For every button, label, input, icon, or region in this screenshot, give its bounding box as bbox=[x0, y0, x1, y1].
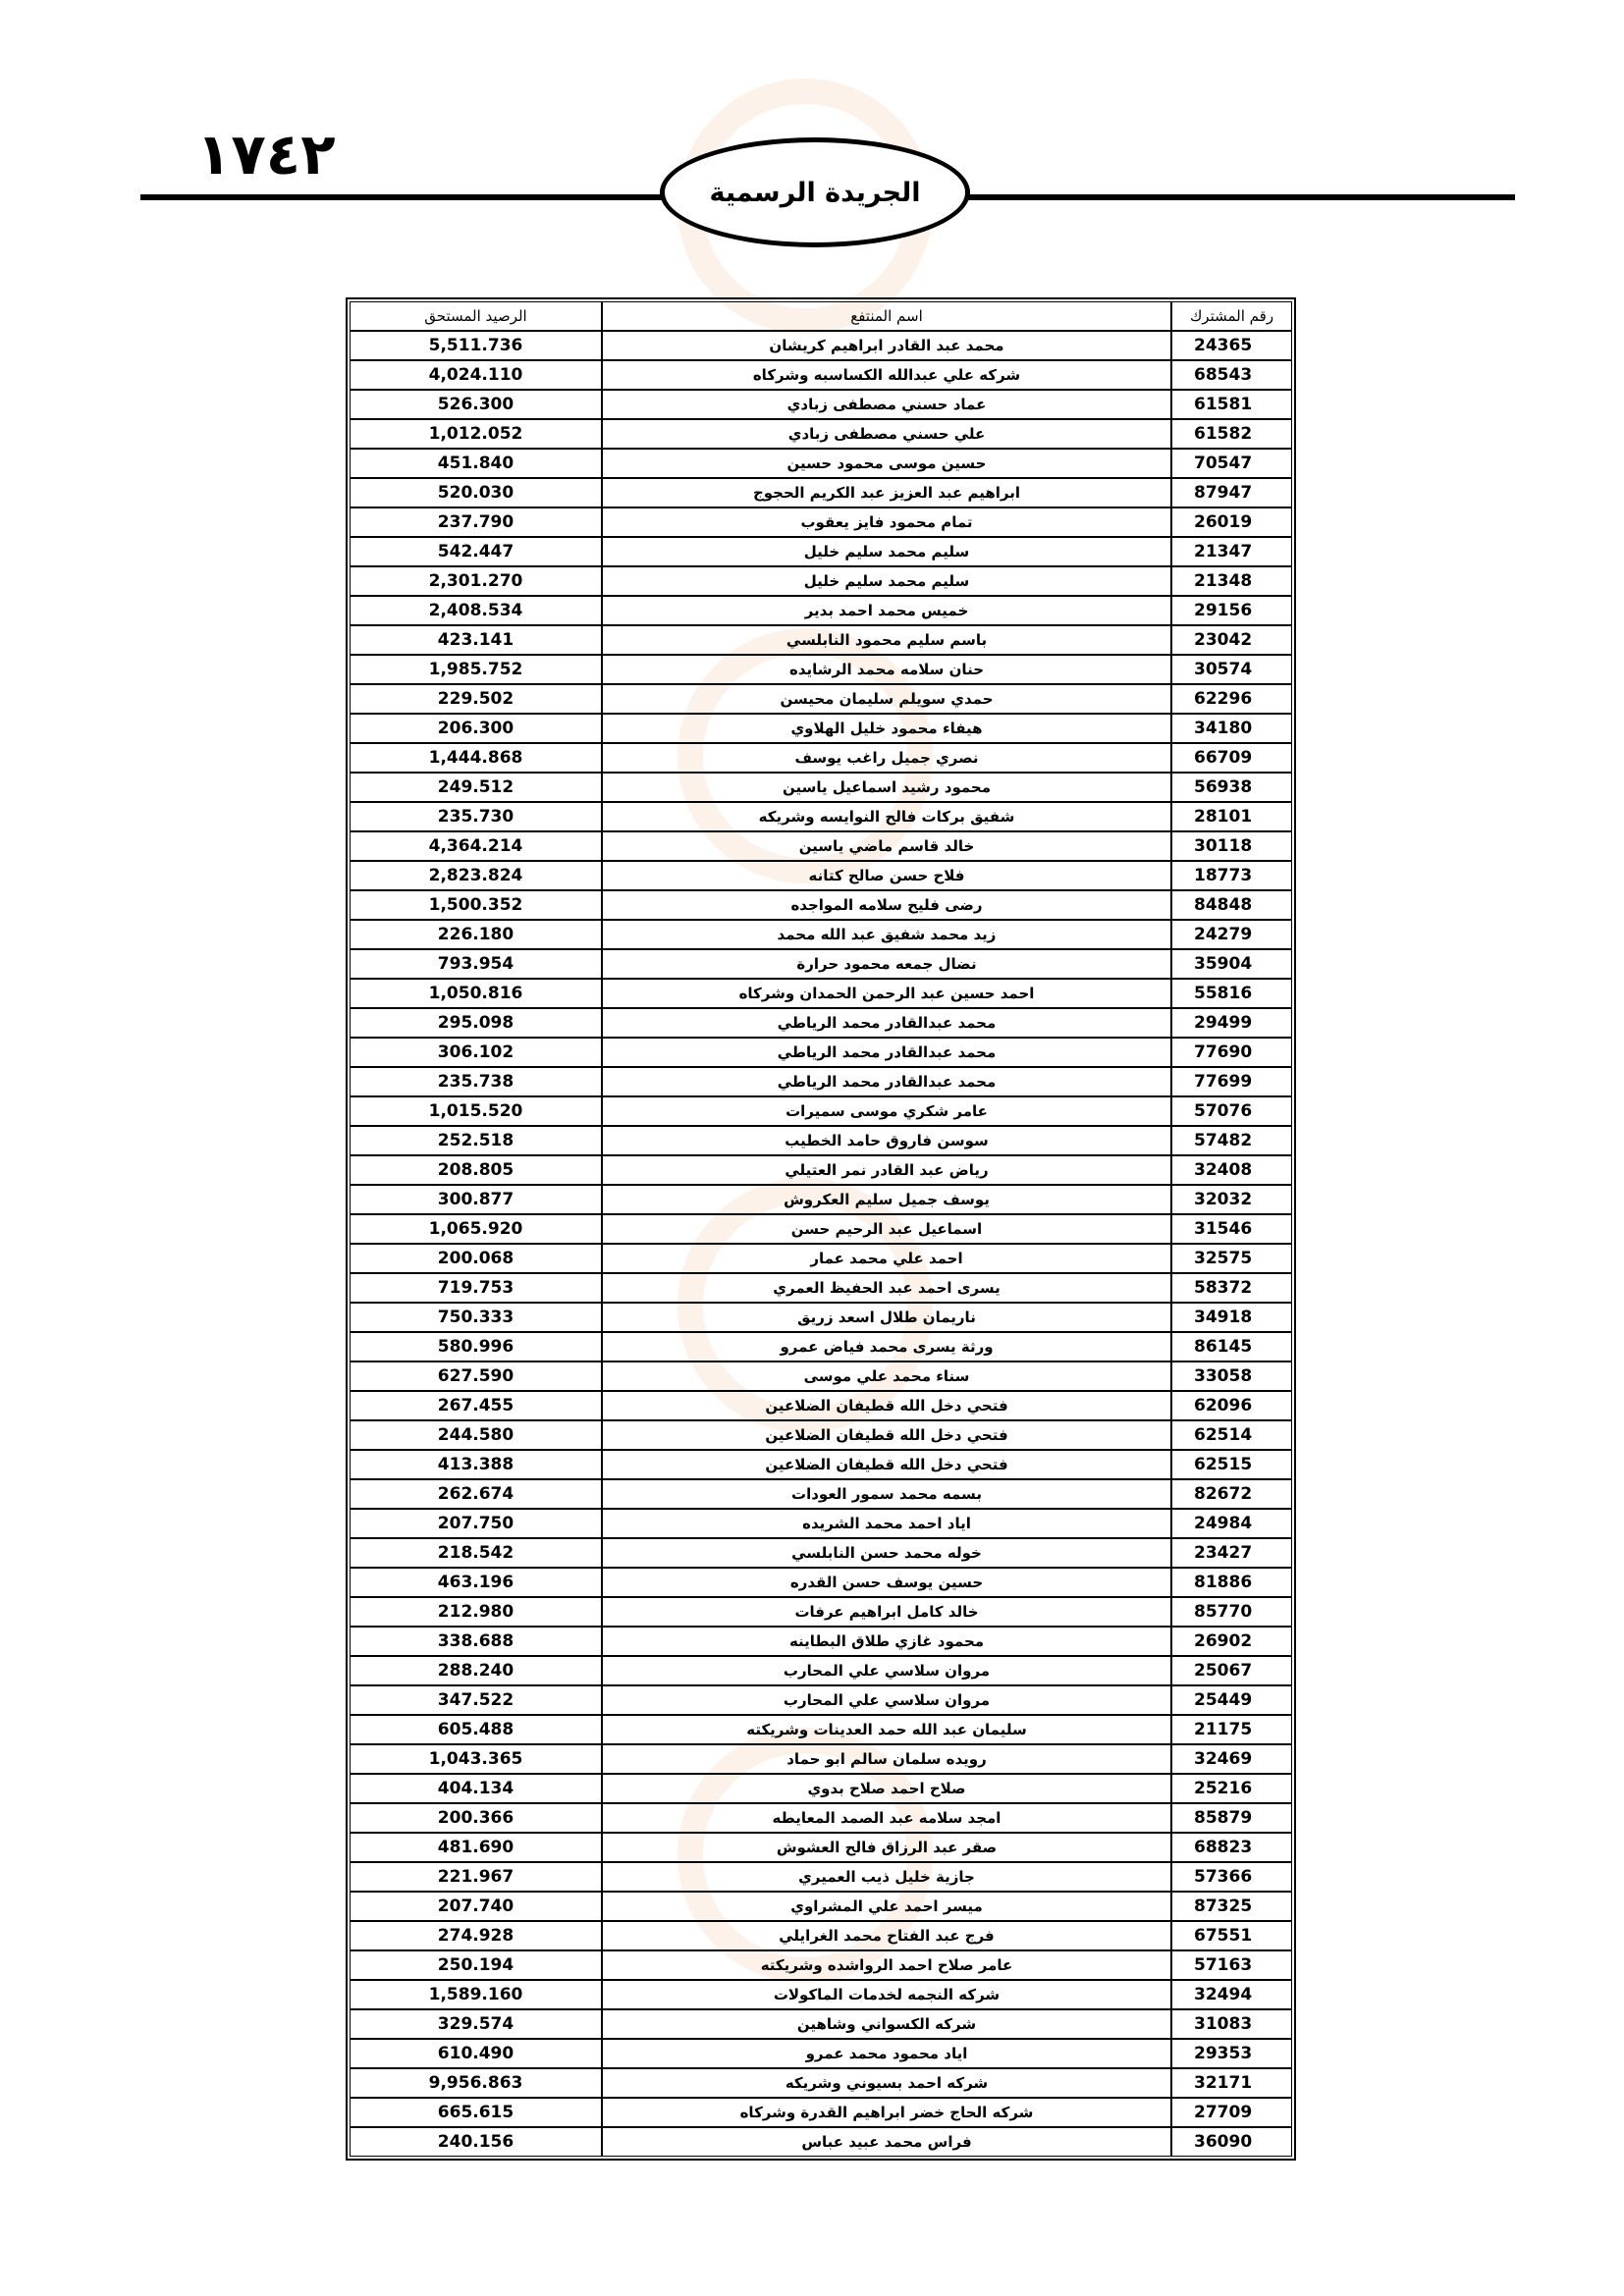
table-row bbox=[350, 979, 1292, 1008]
table-row bbox=[350, 1391, 1292, 1420]
table-row bbox=[350, 1685, 1292, 1715]
balance-cell: 1,589.160 bbox=[350, 1980, 602, 2009]
table-row bbox=[350, 360, 1292, 390]
balance-cell: 200.366 bbox=[350, 1803, 602, 1833]
table-row bbox=[350, 1862, 1292, 1892]
name-cell: حسين موسى محمود حسين bbox=[602, 449, 1171, 478]
subscriber-id-cell: 25067 bbox=[1171, 1656, 1292, 1685]
balance-cell: 793.954 bbox=[350, 949, 602, 979]
balance-cell: 300.877 bbox=[350, 1185, 602, 1214]
table-row bbox=[350, 1892, 1292, 1921]
table-row bbox=[350, 1155, 1292, 1185]
name-cell: سوسن فاروق حامد الخطيب bbox=[602, 1126, 1171, 1155]
subscriber-id-cell: 25449 bbox=[1171, 1685, 1292, 1715]
name-cell: شفيق بركات فالح النوايسه وشريكه bbox=[602, 802, 1171, 831]
table-row bbox=[350, 1038, 1292, 1067]
balance-cell: 347.522 bbox=[350, 1685, 602, 1715]
name-cell: ورثة يسرى محمد فياض عمرو bbox=[602, 1332, 1171, 1362]
name-cell: محمود رشيد اسماعيل ياسين bbox=[602, 773, 1171, 802]
name-cell: فرج عبد الفتاح محمد الغرايلي bbox=[602, 1921, 1171, 1950]
table-row bbox=[350, 1568, 1292, 1597]
balance-cell: 481.690 bbox=[350, 1833, 602, 1862]
header-oval bbox=[660, 137, 970, 247]
name-cell: مروان سلاسي علي المحارب bbox=[602, 1656, 1171, 1685]
balance-cell: 1,012.052 bbox=[350, 419, 602, 449]
balance-cell: 2,301.270 bbox=[350, 566, 602, 596]
balance-cell: 423.141 bbox=[350, 625, 602, 655]
table-row bbox=[350, 1744, 1292, 1774]
table-row bbox=[350, 743, 1292, 773]
subscriber-id-cell: 87947 bbox=[1171, 478, 1292, 507]
subscribers-table bbox=[346, 297, 1296, 2161]
name-cell: ميسر احمد علي المشراوي bbox=[602, 1892, 1171, 1921]
subscriber-id-cell: 23042 bbox=[1171, 625, 1292, 655]
subscriber-id-cell: 55816 bbox=[1171, 979, 1292, 1008]
balance-cell: 338.688 bbox=[350, 1627, 602, 1656]
subscriber-id-cell: 21348 bbox=[1171, 566, 1292, 596]
subscriber-id-cell: 85770 bbox=[1171, 1597, 1292, 1627]
subscriber-id-cell: 32469 bbox=[1171, 1744, 1292, 1774]
name-cell: ابراهيم عبد العزيز عبد الكريم الحجوج bbox=[602, 478, 1171, 507]
name-cell: رويده سلمان سالم ابو حماد bbox=[602, 1744, 1171, 1774]
subscriber-id-cell: 31546 bbox=[1171, 1214, 1292, 1244]
table-row bbox=[350, 1656, 1292, 1685]
subscriber-id-cell: 57482 bbox=[1171, 1126, 1292, 1155]
subscriber-id-cell: 61581 bbox=[1171, 390, 1292, 419]
table-row bbox=[350, 773, 1292, 802]
subscriber-id-cell: 70547 bbox=[1171, 449, 1292, 478]
subscriber-id-cell: 24984 bbox=[1171, 1509, 1292, 1538]
table-row bbox=[350, 1362, 1292, 1391]
subscriber-id-cell: 26019 bbox=[1171, 507, 1292, 537]
table-row bbox=[350, 1067, 1292, 1096]
table-row bbox=[350, 714, 1292, 743]
table-row bbox=[350, 1774, 1292, 1803]
subscriber-id-cell: 32032 bbox=[1171, 1185, 1292, 1214]
table-row bbox=[350, 861, 1292, 890]
table-row bbox=[350, 831, 1292, 861]
name-cell: باسم سليم محمود النابلسي bbox=[602, 625, 1171, 655]
name-cell: سليم محمد سليم خليل bbox=[602, 566, 1171, 596]
name-cell: فلاح حسن صالح كتانه bbox=[602, 861, 1171, 890]
name-cell: محمود غازي طلاق البطاينه bbox=[602, 1627, 1171, 1656]
balance-cell: 1,985.752 bbox=[350, 655, 602, 684]
balance-cell: 750.333 bbox=[350, 1303, 602, 1332]
balance-cell: 288.240 bbox=[350, 1656, 602, 1685]
name-cell: اسماعيل عبد الرحيم حسن bbox=[602, 1214, 1171, 1244]
table-row bbox=[350, 1008, 1292, 1038]
subscriber-id-cell: 27709 bbox=[1171, 2098, 1292, 2127]
name-cell: سليمان عبد الله حمد العدينات وشريكته bbox=[602, 1715, 1171, 1744]
table-row bbox=[350, 1214, 1292, 1244]
subscriber-id-cell: 82672 bbox=[1171, 1479, 1292, 1509]
table-row bbox=[350, 1950, 1292, 1980]
table-row bbox=[350, 1921, 1292, 1950]
subscriber-id-cell: 85879 bbox=[1171, 1803, 1292, 1833]
subscriber-id-cell: 32575 bbox=[1171, 1244, 1292, 1273]
name-cell: خميس محمد احمد بدير bbox=[602, 596, 1171, 625]
balance-cell: 1,050.816 bbox=[350, 979, 602, 1008]
name-cell: شركه الحاج خضر ابراهيم القدرة وشركاه bbox=[602, 2098, 1171, 2127]
subscriber-id-cell: 30118 bbox=[1171, 831, 1292, 861]
balance-cell: 665.615 bbox=[350, 2098, 602, 2127]
column-header-id: رقم المشترك bbox=[1171, 301, 1292, 331]
gazette-title: الجريدة الرسمية bbox=[709, 177, 921, 208]
subscriber-id-cell: 62096 bbox=[1171, 1391, 1292, 1420]
balance-cell: 235.730 bbox=[350, 802, 602, 831]
subscriber-id-cell: 25216 bbox=[1171, 1774, 1292, 1803]
table-row bbox=[350, 1332, 1292, 1362]
ledger-table bbox=[350, 301, 1292, 2157]
name-cell: عامر صلاح احمد الرواشده وشريكته bbox=[602, 1950, 1171, 1980]
name-cell: رضى فليح سلامه المواجده bbox=[602, 890, 1171, 920]
balance-cell: 250.194 bbox=[350, 1950, 602, 1980]
balance-cell: 451.840 bbox=[350, 449, 602, 478]
balance-cell: 2,823.824 bbox=[350, 861, 602, 890]
table-row bbox=[350, 1185, 1292, 1214]
subscriber-id-cell: 86145 bbox=[1171, 1332, 1292, 1362]
table-row bbox=[350, 566, 1292, 596]
name-cell: خوله محمد حسن النابلسي bbox=[602, 1538, 1171, 1568]
balance-cell: 200.068 bbox=[350, 1244, 602, 1273]
subscriber-id-cell: 81886 bbox=[1171, 1568, 1292, 1597]
table-row bbox=[350, 890, 1292, 920]
name-cell: ناريمان طلال اسعد زريق bbox=[602, 1303, 1171, 1332]
balance-cell: 4,024.110 bbox=[350, 360, 602, 390]
subscriber-id-cell: 66709 bbox=[1171, 743, 1292, 773]
name-cell: محمد عبدالقادر محمد الرياطي bbox=[602, 1067, 1171, 1096]
table-header-row bbox=[350, 301, 1292, 331]
subscriber-id-cell: 68823 bbox=[1171, 1833, 1292, 1862]
subscriber-id-cell: 68543 bbox=[1171, 360, 1292, 390]
subscriber-id-cell: 21175 bbox=[1171, 1715, 1292, 1744]
name-cell: عماد حسني مصطفى زبادي bbox=[602, 390, 1171, 419]
balance-cell: 249.512 bbox=[350, 773, 602, 802]
table-row bbox=[350, 449, 1292, 478]
subscriber-id-cell: 57163 bbox=[1171, 1950, 1292, 1980]
balance-cell: 274.928 bbox=[350, 1921, 602, 1950]
name-cell: بسمه محمد سمور العودات bbox=[602, 1479, 1171, 1509]
name-cell: زيد محمد شفيق عبد الله محمد bbox=[602, 920, 1171, 949]
table-row bbox=[350, 478, 1292, 507]
table-row bbox=[350, 596, 1292, 625]
name-cell: خالد قاسم ماضي ياسين bbox=[602, 831, 1171, 861]
table-row bbox=[350, 1420, 1292, 1450]
subscriber-id-cell: 21347 bbox=[1171, 537, 1292, 566]
balance-cell: 580.996 bbox=[350, 1332, 602, 1362]
balance-cell: 207.750 bbox=[350, 1509, 602, 1538]
name-cell: فتحي دخل الله قطيفان الضلاعين bbox=[602, 1391, 1171, 1420]
balance-cell: 2,408.534 bbox=[350, 596, 602, 625]
balance-cell: 208.805 bbox=[350, 1155, 602, 1185]
table-row bbox=[350, 2009, 1292, 2039]
subscriber-id-cell: 34918 bbox=[1171, 1303, 1292, 1332]
table-row bbox=[350, 684, 1292, 714]
name-cell: سناء محمد علي موسى bbox=[602, 1362, 1171, 1391]
subscriber-id-cell: 77699 bbox=[1171, 1067, 1292, 1096]
name-cell: امجد سلامه عبد الصمد المعايطه bbox=[602, 1803, 1171, 1833]
name-cell: رياض عبد القادر نمر العتيلي bbox=[602, 1155, 1171, 1185]
subscriber-id-cell: 30574 bbox=[1171, 655, 1292, 684]
balance-cell: 404.134 bbox=[350, 1774, 602, 1803]
balance-cell: 226.180 bbox=[350, 920, 602, 949]
name-cell: شركه احمد بسيوني وشريكه bbox=[602, 2068, 1171, 2098]
table-row bbox=[350, 1479, 1292, 1509]
balance-cell: 235.738 bbox=[350, 1067, 602, 1096]
table-row bbox=[350, 1244, 1292, 1273]
balance-cell: 252.518 bbox=[350, 1126, 602, 1155]
balance-cell: 262.674 bbox=[350, 1479, 602, 1509]
subscriber-id-cell: 34180 bbox=[1171, 714, 1292, 743]
table-row bbox=[350, 2127, 1292, 2157]
balance-cell: 240.156 bbox=[350, 2127, 602, 2157]
table-row bbox=[350, 1538, 1292, 1568]
table-row bbox=[350, 1450, 1292, 1479]
subscriber-id-cell: 84848 bbox=[1171, 890, 1292, 920]
subscriber-id-cell: 24365 bbox=[1171, 331, 1292, 360]
name-cell: نصري جميل راغب يوسف bbox=[602, 743, 1171, 773]
table-row bbox=[350, 1509, 1292, 1538]
balance-cell: 1,065.920 bbox=[350, 1214, 602, 1244]
subscriber-id-cell: 26902 bbox=[1171, 1627, 1292, 1656]
name-cell: حنان سلامه محمد الرشايده bbox=[602, 655, 1171, 684]
name-cell: حمدي سويلم سليمان محيسن bbox=[602, 684, 1171, 714]
balance-cell: 306.102 bbox=[350, 1038, 602, 1067]
subscriber-id-cell: 29156 bbox=[1171, 596, 1292, 625]
table-row bbox=[350, 1273, 1292, 1303]
balance-cell: 605.488 bbox=[350, 1715, 602, 1744]
table-row bbox=[350, 390, 1292, 419]
balance-cell: 1,500.352 bbox=[350, 890, 602, 920]
balance-cell: 9,956.863 bbox=[350, 2068, 602, 2098]
name-cell: محمد عبدالقادر محمد الرياطي bbox=[602, 1008, 1171, 1038]
balance-cell: 526.300 bbox=[350, 390, 602, 419]
balance-cell: 463.196 bbox=[350, 1568, 602, 1597]
balance-cell: 295.098 bbox=[350, 1008, 602, 1038]
subscriber-id-cell: 62514 bbox=[1171, 1420, 1292, 1450]
name-cell: احمد علي محمد عمار bbox=[602, 1244, 1171, 1273]
balance-cell: 1,444.868 bbox=[350, 743, 602, 773]
balance-cell: 542.447 bbox=[350, 537, 602, 566]
subscriber-id-cell: 77690 bbox=[1171, 1038, 1292, 1067]
table-row bbox=[350, 802, 1292, 831]
balance-cell: 520.030 bbox=[350, 478, 602, 507]
balance-cell: 5,511.736 bbox=[350, 331, 602, 360]
name-cell: مروان سلاسي علي المحارب bbox=[602, 1685, 1171, 1715]
name-cell: صلاح احمد صلاح بدوي bbox=[602, 1774, 1171, 1803]
name-cell: هيفاء محمود خليل الهلاوي bbox=[602, 714, 1171, 743]
subscriber-id-cell: 62296 bbox=[1171, 684, 1292, 714]
name-cell: شركه الكسواني وشاهين bbox=[602, 2009, 1171, 2039]
table-row bbox=[350, 949, 1292, 979]
table-row bbox=[350, 1096, 1292, 1126]
name-cell: يسرى احمد عبد الحفيظ العمري bbox=[602, 1273, 1171, 1303]
subscriber-id-cell: 29353 bbox=[1171, 2039, 1292, 2068]
name-cell: نضال جمعه محمود حرارة bbox=[602, 949, 1171, 979]
balance-cell: 1,015.520 bbox=[350, 1096, 602, 1126]
table-row bbox=[350, 419, 1292, 449]
subscriber-id-cell: 23427 bbox=[1171, 1538, 1292, 1568]
balance-cell: 610.490 bbox=[350, 2039, 602, 2068]
subscriber-id-cell: 57076 bbox=[1171, 1096, 1292, 1126]
subscriber-id-cell: 57366 bbox=[1171, 1862, 1292, 1892]
subscriber-id-cell: 61582 bbox=[1171, 419, 1292, 449]
name-cell: خالد كامل ابراهيم عرفات bbox=[602, 1597, 1171, 1627]
table-row bbox=[350, 331, 1292, 360]
name-cell: صقر عبد الرزاق فالح العشوش bbox=[602, 1833, 1171, 1862]
subscriber-id-cell: 31083 bbox=[1171, 2009, 1292, 2039]
table-row bbox=[350, 1833, 1292, 1862]
name-cell: محمد عبدالقادر محمد الرياطي bbox=[602, 1038, 1171, 1067]
subscriber-id-cell: 18773 bbox=[1171, 861, 1292, 890]
name-cell: تمام محمود فايز يعقوب bbox=[602, 507, 1171, 537]
table-row bbox=[350, 920, 1292, 949]
table-row bbox=[350, 507, 1292, 537]
balance-cell: 267.455 bbox=[350, 1391, 602, 1420]
balance-cell: 221.967 bbox=[350, 1862, 602, 1892]
table-row bbox=[350, 2039, 1292, 2068]
name-cell: اياد احمد محمد الشريده bbox=[602, 1509, 1171, 1538]
name-cell: حسين يوسف حسن القدره bbox=[602, 1568, 1171, 1597]
subscriber-id-cell: 32171 bbox=[1171, 2068, 1292, 2098]
table-row bbox=[350, 1803, 1292, 1833]
name-cell: شركه النجمه لخدمات الماكولات bbox=[602, 1980, 1171, 2009]
balance-cell: 244.580 bbox=[350, 1420, 602, 1450]
name-cell: عامر شكري موسى سميرات bbox=[602, 1096, 1171, 1126]
subscriber-id-cell: 62515 bbox=[1171, 1450, 1292, 1479]
balance-cell: 207.740 bbox=[350, 1892, 602, 1921]
name-cell: فتحي دخل الله قطيفان الضلاعين bbox=[602, 1450, 1171, 1479]
balance-cell: 627.590 bbox=[350, 1362, 602, 1391]
balance-cell: 719.753 bbox=[350, 1273, 602, 1303]
page-number: ١٧٤٢ bbox=[196, 121, 336, 187]
subscriber-id-cell: 28101 bbox=[1171, 802, 1292, 831]
name-cell: شركه علي عبدالله الكساسبه وشركاه bbox=[602, 360, 1171, 390]
name-cell: محمد عبد القادر ابراهيم كريشان bbox=[602, 331, 1171, 360]
subscriber-id-cell: 36090 bbox=[1171, 2127, 1292, 2157]
name-cell: سليم محمد سليم خليل bbox=[602, 537, 1171, 566]
subscriber-id-cell: 33058 bbox=[1171, 1362, 1292, 1391]
balance-cell: 206.300 bbox=[350, 714, 602, 743]
name-cell: جازية خليل ذيب العميري bbox=[602, 1862, 1171, 1892]
table-row bbox=[350, 1980, 1292, 2009]
subscriber-id-cell: 87325 bbox=[1171, 1892, 1292, 1921]
subscriber-id-cell: 32408 bbox=[1171, 1155, 1292, 1185]
table-row bbox=[350, 1627, 1292, 1656]
balance-cell: 237.790 bbox=[350, 507, 602, 537]
balance-cell: 329.574 bbox=[350, 2009, 602, 2039]
table-row bbox=[350, 1126, 1292, 1155]
balance-cell: 229.502 bbox=[350, 684, 602, 714]
balance-cell: 212.980 bbox=[350, 1597, 602, 1627]
table-row bbox=[350, 655, 1292, 684]
name-cell: فراس محمد عبيد عباس bbox=[602, 2127, 1171, 2157]
balance-cell: 413.388 bbox=[350, 1450, 602, 1479]
balance-cell: 1,043.365 bbox=[350, 1744, 602, 1774]
name-cell: علي حسني مصطفى زبادي bbox=[602, 419, 1171, 449]
subscriber-id-cell: 29499 bbox=[1171, 1008, 1292, 1038]
subscriber-id-cell: 58372 bbox=[1171, 1273, 1292, 1303]
table-row bbox=[350, 1303, 1292, 1332]
subscriber-id-cell: 56938 bbox=[1171, 773, 1292, 802]
subscriber-id-cell: 32494 bbox=[1171, 1980, 1292, 2009]
column-header-balance: الرصيد المستحق bbox=[350, 301, 602, 331]
table-row bbox=[350, 625, 1292, 655]
balance-cell: 4,364.214 bbox=[350, 831, 602, 861]
subscriber-id-cell: 35904 bbox=[1171, 949, 1292, 979]
table-row bbox=[350, 1597, 1292, 1627]
column-header-name: اسم المنتفع bbox=[602, 301, 1171, 331]
name-cell: احمد حسين عبد الرحمن الحمدان وشركاه bbox=[602, 979, 1171, 1008]
table-row bbox=[350, 2098, 1292, 2127]
name-cell: اياد محمود محمد عمرو bbox=[602, 2039, 1171, 2068]
name-cell: يوسف جميل سليم العكروش bbox=[602, 1185, 1171, 1214]
balance-cell: 218.542 bbox=[350, 1538, 602, 1568]
subscriber-id-cell: 24279 bbox=[1171, 920, 1292, 949]
subscriber-id-cell: 67551 bbox=[1171, 1921, 1292, 1950]
table-row bbox=[350, 2068, 1292, 2098]
name-cell: فتحي دخل الله قطيفان الضلاعين bbox=[602, 1420, 1171, 1450]
table-row bbox=[350, 537, 1292, 566]
table-row bbox=[350, 1715, 1292, 1744]
